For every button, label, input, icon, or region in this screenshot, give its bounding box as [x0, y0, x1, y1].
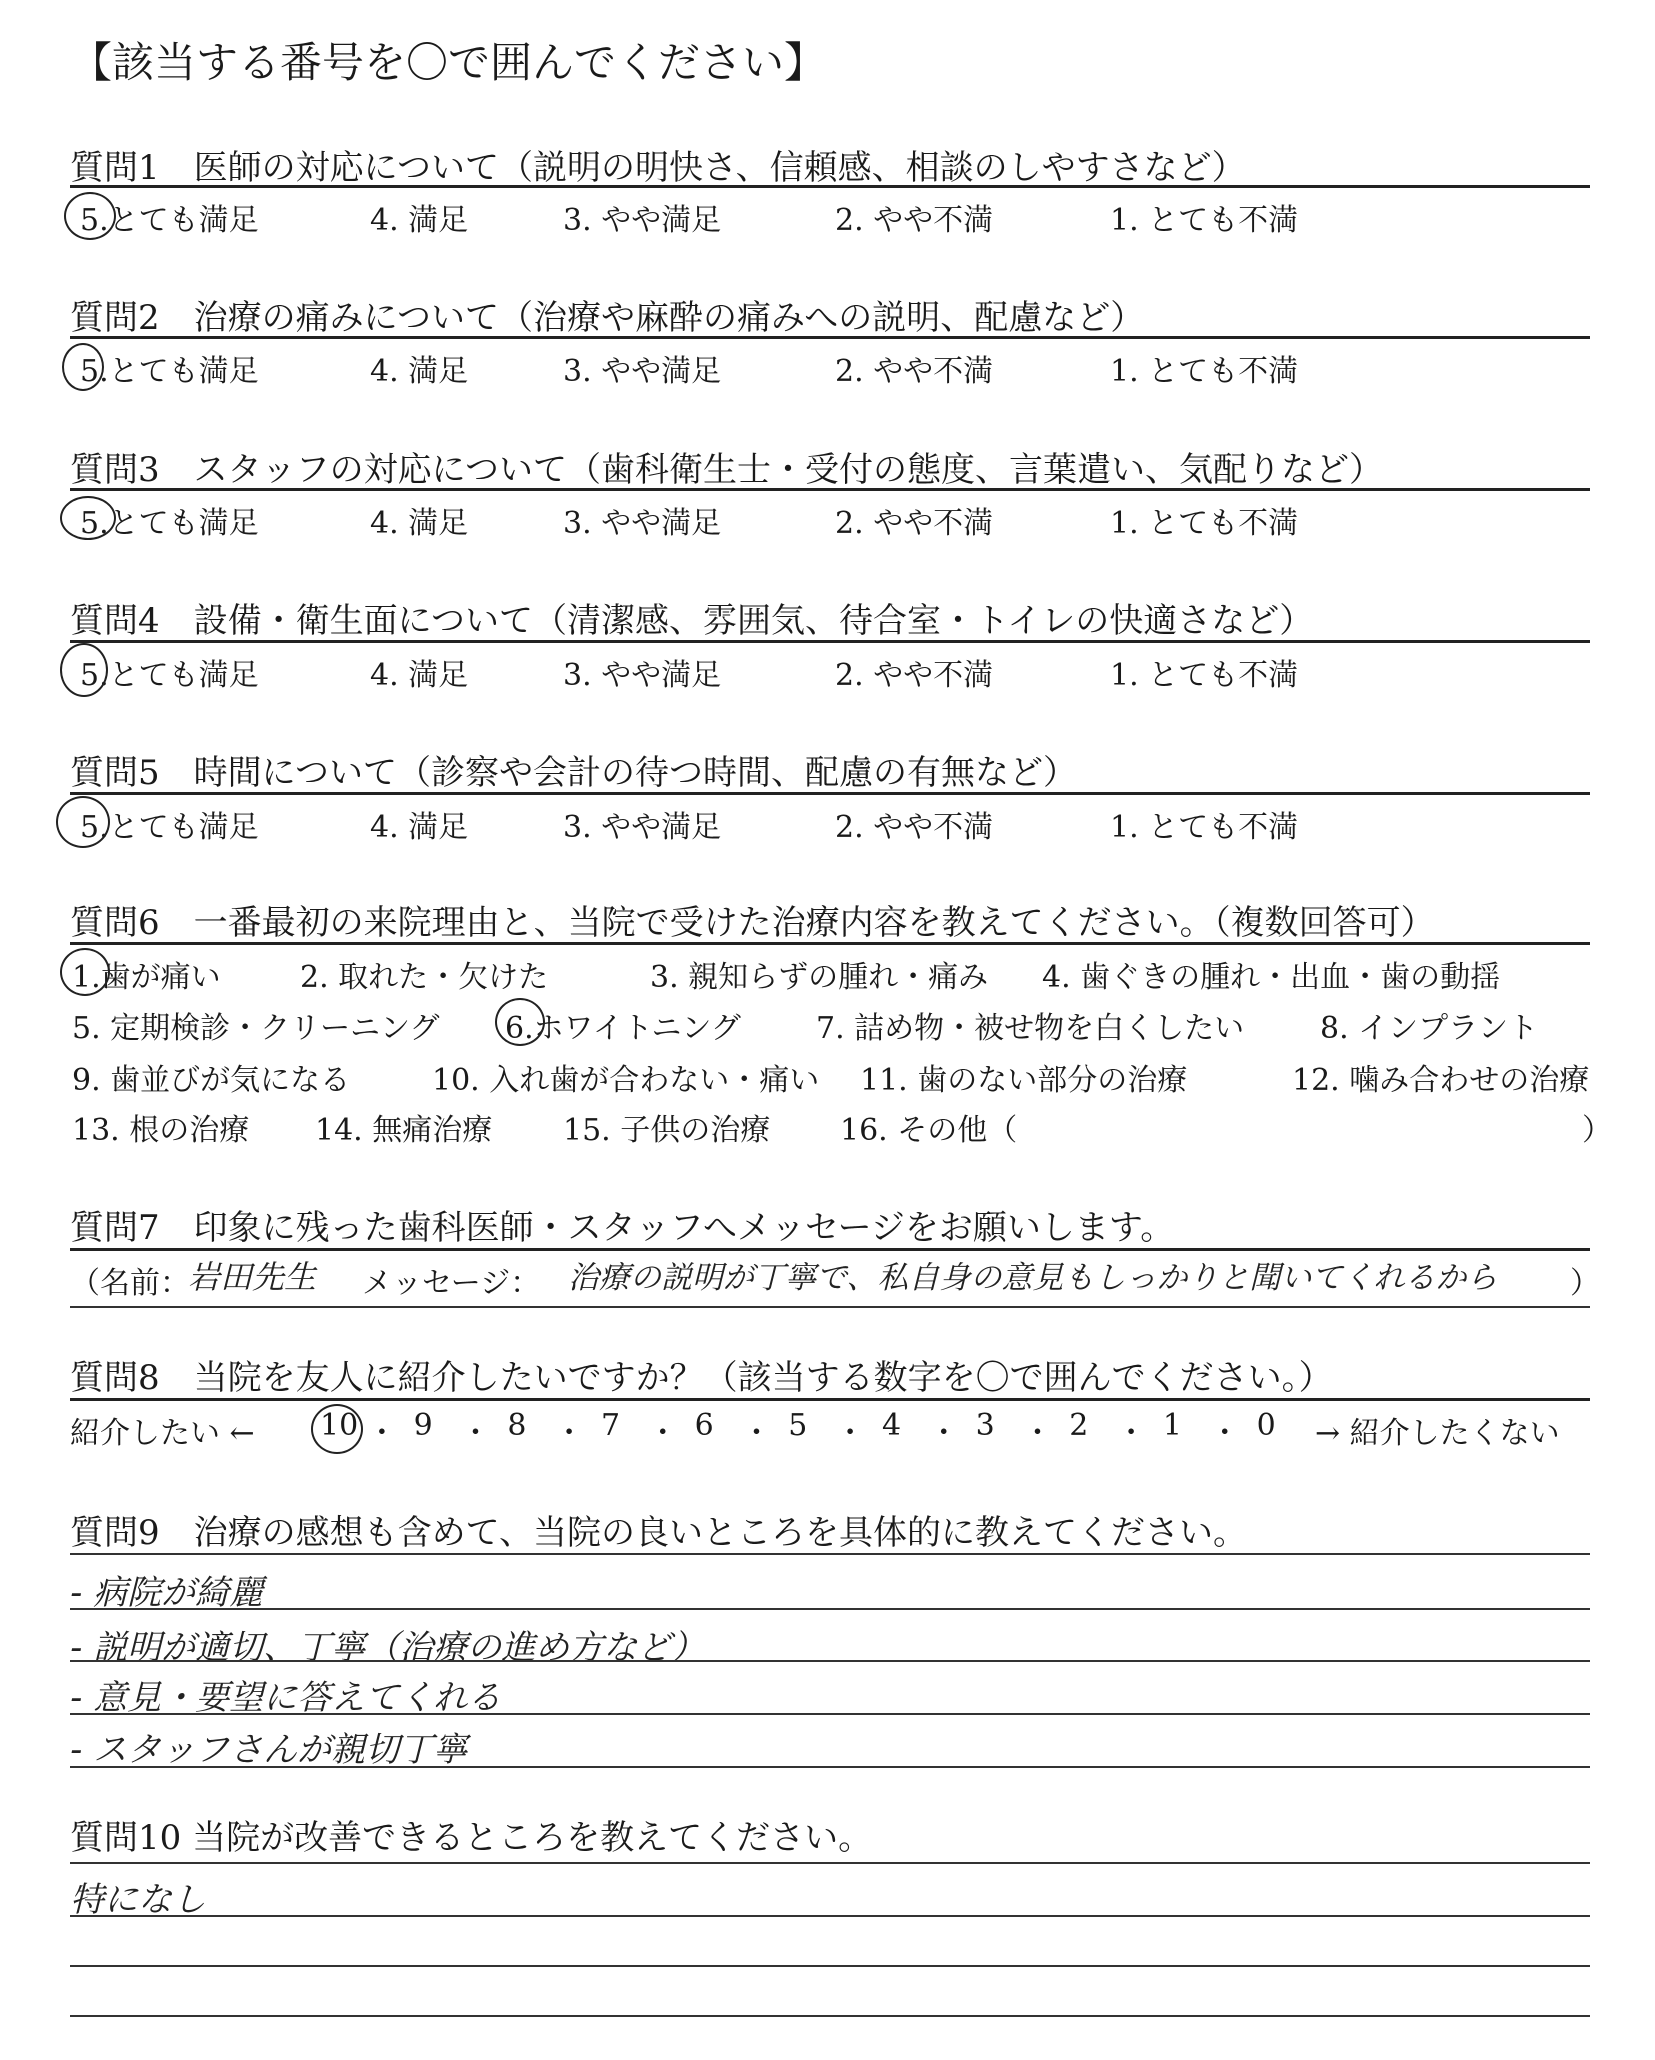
- answer-circle-mark: [495, 998, 545, 1046]
- divider: [70, 185, 1590, 188]
- q1-option-2[interactable]: 2. やや不満: [835, 203, 994, 238]
- form-title: 【該当する番号を〇で囲んでください】: [70, 38, 827, 87]
- q3-option-2[interactable]: 2. やや不満: [835, 506, 994, 541]
- name-prefix: （名前：: [70, 1266, 190, 1301]
- scale-separator: ・: [366, 1416, 397, 1451]
- recommend-score-10[interactable]: 10: [320, 1408, 359, 1443]
- writing-line: [70, 1553, 1590, 1555]
- recommend-scale: [320, 1408, 1280, 1451]
- question-6-label: 質問6 一番最初の来院理由と、当院で受けた治療内容を教えてください。（複数回答可）: [70, 903, 1435, 943]
- q6-option-1[interactable]: 1.歯が痛い: [72, 960, 221, 995]
- scale-separator: ・: [1209, 1416, 1240, 1451]
- q1-option-1[interactable]: 1. とても不満: [1110, 203, 1299, 238]
- q1-option-5[interactable]: 5.とても満足: [80, 203, 259, 238]
- q4-option-3[interactable]: 3. やや満足: [563, 658, 722, 693]
- q6-other-close-paren: ）: [1582, 1113, 1612, 1148]
- question-4-label: 質問4 設備・衛生面について（清潔感、雰囲気、待合室・トイレの快適さなど）: [70, 601, 1314, 641]
- q5-option-4[interactable]: 4. 満足: [370, 810, 469, 845]
- q6-option-11[interactable]: 11. 歯のない部分の治療: [860, 1063, 1188, 1098]
- scale-separator: ・: [928, 1416, 959, 1451]
- recommend-left-label: 紹介したい ←: [70, 1416, 255, 1451]
- scale-separator: ・: [835, 1416, 866, 1451]
- q6-option-10[interactable]: 10. 入れ歯が合わない・痛い: [432, 1063, 820, 1098]
- question-10-label: 質問10 当院が改善できるところを教えてください。: [70, 1818, 873, 1858]
- good-point-answer[interactable]: - スタッフさんが親切丁寧: [70, 1730, 468, 1770]
- message-label: メッセージ：: [362, 1266, 541, 1301]
- staff-name-field[interactable]: 岩田先生: [188, 1258, 317, 1296]
- q4-option-2[interactable]: 2. やや不満: [835, 658, 994, 693]
- scale-separator: ・: [1116, 1416, 1147, 1451]
- q5-option-2[interactable]: 2. やや不満: [835, 810, 994, 845]
- writing-line: [70, 1862, 1590, 1864]
- q1-option-4[interactable]: 4. 満足: [370, 203, 469, 238]
- q6-option-12[interactable]: 12. 噛み合わせの治療: [1292, 1063, 1590, 1098]
- question-5-label: 質問5 時間について（診察や会計の待つ時間、配慮の有無など）: [70, 753, 1077, 793]
- good-point-answer[interactable]: - 意見・要望に答えてくれる: [70, 1678, 502, 1718]
- q3-option-5[interactable]: 5.とても満足: [80, 506, 259, 541]
- writing-line: [70, 1660, 1590, 1662]
- q6-option-15[interactable]: 15. 子供の治療: [563, 1113, 771, 1148]
- q5-option-5[interactable]: 5.とても満足: [80, 810, 259, 845]
- divider: [70, 792, 1590, 795]
- writing-line: [70, 1713, 1590, 1715]
- answer-circle-mark: [56, 796, 110, 848]
- recommend-score-6[interactable]: 6: [694, 1408, 714, 1443]
- divider: [70, 488, 1590, 491]
- message-close-paren: ）: [1570, 1266, 1600, 1301]
- question-2-label: 質問2 治療の痛みについて（治療や麻酔の痛みへの説明、配慮など）: [70, 298, 1145, 338]
- question-7-label: 質問7 印象に残った歯科医師・スタッフへメッセージをお願いします。: [70, 1208, 1175, 1248]
- q2-option-5[interactable]: 5.とても満足: [80, 354, 259, 389]
- recommend-score-3[interactable]: 3: [975, 1408, 995, 1443]
- question-1-label: 質問1 医師の対応について（説明の明快さ、信頼感、相談のしやすさなど）: [70, 148, 1246, 188]
- good-point-answer[interactable]: - 説明が適切、丁寧（治療の進め方など）: [70, 1628, 706, 1668]
- divider: [70, 640, 1590, 643]
- answer-circle-mark: [60, 643, 108, 697]
- scale-separator: ・: [1022, 1416, 1053, 1451]
- recommend-score-9[interactable]: 9: [413, 1408, 433, 1443]
- question-9-label: 質問9 治療の感想も含めて、当院の良いところを具体的に教えてください。: [70, 1513, 1247, 1553]
- q2-option-1[interactable]: 1. とても不満: [1110, 354, 1299, 389]
- divider: [70, 1248, 1590, 1251]
- q6-option-7[interactable]: 7. 詰め物・被せ物を白くしたい: [816, 1011, 1245, 1046]
- good-point-answer[interactable]: - 病院が綺麗: [70, 1573, 264, 1613]
- q2-option-4[interactable]: 4. 満足: [370, 354, 469, 389]
- recommend-score-0[interactable]: 0: [1256, 1408, 1276, 1443]
- q4-option-5[interactable]: 5.とても満足: [80, 658, 259, 693]
- scale-separator: ・: [741, 1416, 772, 1451]
- recommend-score-1[interactable]: 1: [1162, 1408, 1183, 1443]
- recommend-score-8[interactable]: 8: [507, 1408, 527, 1443]
- q6-option-2[interactable]: 2. 取れた・欠けた: [300, 960, 549, 995]
- answer-circle-mark: [62, 343, 104, 391]
- q3-option-1[interactable]: 1. とても不満: [1110, 506, 1299, 541]
- divider: [70, 942, 1590, 945]
- recommend-score-4[interactable]: 4: [881, 1408, 902, 1443]
- q6-option-16[interactable]: 16. その他（: [840, 1113, 1018, 1148]
- q5-option-1[interactable]: 1. とても不満: [1110, 810, 1299, 845]
- q4-option-4[interactable]: 4. 満足: [370, 658, 469, 693]
- answer-circle-mark: [60, 948, 110, 996]
- answer-circle-mark: [311, 1404, 363, 1454]
- q4-option-1[interactable]: 1. とても不満: [1110, 658, 1299, 693]
- q6-option-13[interactable]: 13. 根の治療: [72, 1113, 250, 1148]
- q2-option-2[interactable]: 2. やや不満: [835, 354, 994, 389]
- scale-separator: ・: [554, 1416, 585, 1451]
- improvement-answer[interactable]: 特になし: [70, 1880, 206, 1920]
- scale-separator: ・: [460, 1416, 491, 1451]
- recommend-score-7[interactable]: 7: [600, 1408, 621, 1443]
- recommend-score-2[interactable]: 2: [1069, 1408, 1089, 1443]
- q1-option-3[interactable]: 3. やや満足: [563, 203, 722, 238]
- writing-line: [70, 1306, 1590, 1308]
- q6-option-6[interactable]: 6.ホワイトニング: [505, 1011, 741, 1046]
- writing-line: [70, 1915, 1590, 1917]
- writing-line: [70, 1965, 1590, 1967]
- answer-circle-mark: [64, 192, 116, 240]
- q6-option-14[interactable]: 14. 無痛治療: [315, 1113, 493, 1148]
- q3-option-4[interactable]: 4. 満足: [370, 506, 469, 541]
- q5-option-3[interactable]: 3. やや満足: [563, 810, 722, 845]
- q6-option-5[interactable]: 5. 定期検診・クリーニング: [72, 1011, 440, 1046]
- question-3-label: 質問3 スタッフの対応について（歯科衛生士・受付の態度、言葉遣い、気配りなど）: [70, 450, 1383, 490]
- question-8-label: 質問8 当院を友人に紹介したいですか？（該当する数字を〇で囲んでください。）: [70, 1358, 1333, 1398]
- scale-separator: ・: [647, 1416, 678, 1451]
- q2-option-3[interactable]: 3. やや満足: [563, 354, 722, 389]
- q6-option-4[interactable]: 4. 歯ぐきの腫れ・出血・歯の動揺: [1042, 960, 1501, 995]
- writing-line: [70, 1608, 1590, 1610]
- recommend-score-5[interactable]: 5: [788, 1408, 808, 1443]
- message-field[interactable]: 治療の説明が丁寧で、私自身の意見もしっかりと聞いてくれるから: [568, 1260, 1498, 1296]
- divider: [70, 1398, 1590, 1401]
- q6-option-8[interactable]: 8. インプラント: [1320, 1011, 1539, 1046]
- writing-line: [70, 2015, 1590, 2017]
- answer-circle-mark: [60, 496, 116, 540]
- q6-option-9[interactable]: 9. 歯並びが気になる: [72, 1063, 351, 1098]
- q3-option-3[interactable]: 3. やや満足: [563, 506, 722, 541]
- writing-line: [70, 1766, 1590, 1768]
- recommend-right-label: → 紹介したくない: [1315, 1416, 1560, 1451]
- q6-option-3[interactable]: 3. 親知らずの腫れ・痛み: [650, 960, 989, 995]
- divider: [70, 336, 1590, 339]
